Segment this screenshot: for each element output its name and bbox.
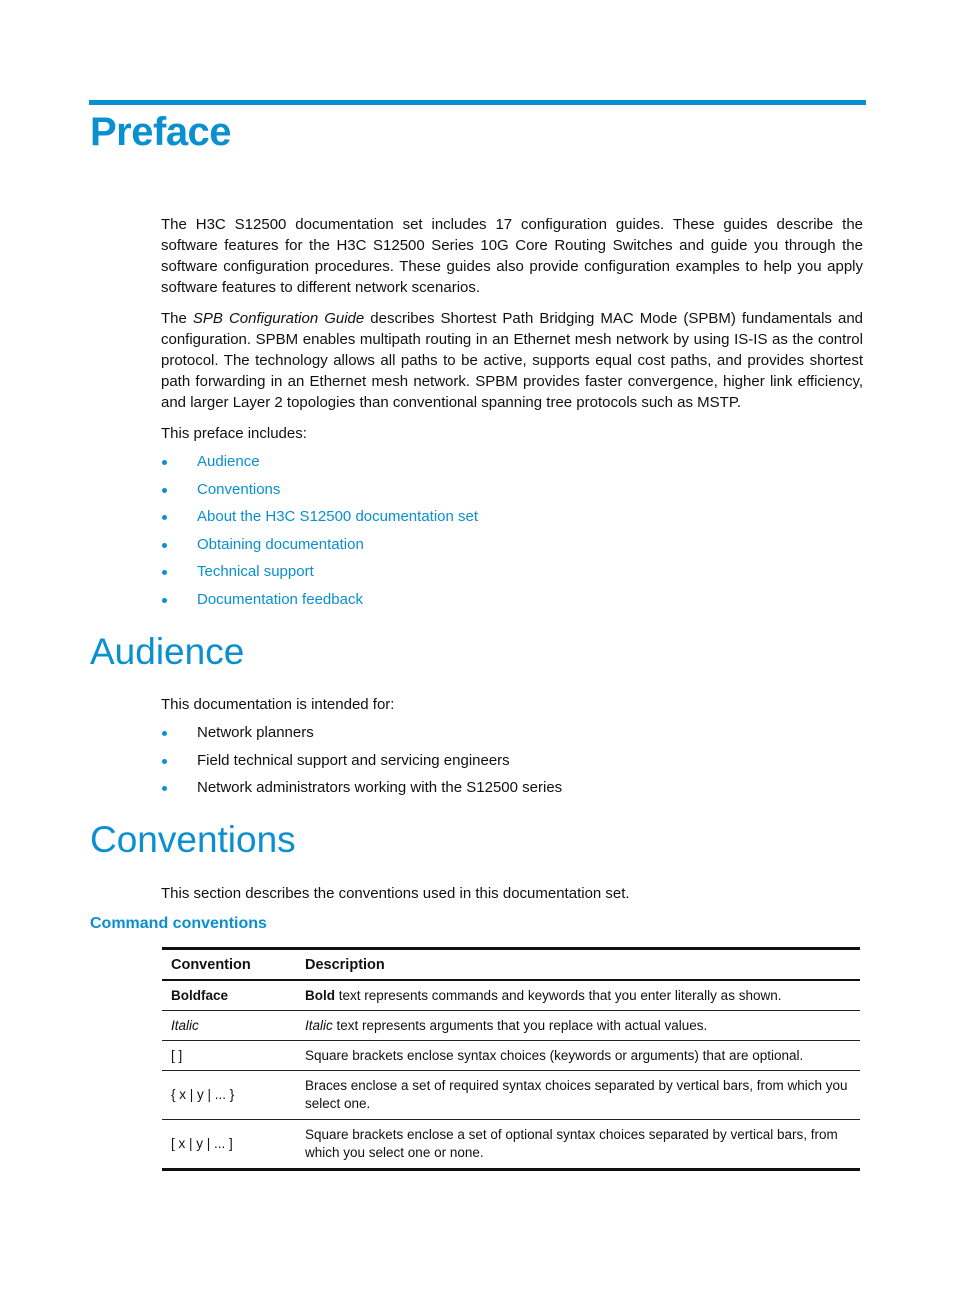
description-cell bbox=[296, 1071, 860, 1120]
intro-paragraph-2 bbox=[161, 308, 863, 413]
list-item-text: Field technical support and servicing engineers bbox=[197, 751, 510, 769]
list-item-text: Network planners bbox=[197, 724, 314, 741]
bullet-icon bbox=[162, 570, 167, 575]
bullet-icon bbox=[162, 460, 167, 465]
table-header-row bbox=[162, 949, 860, 981]
description-cell bbox=[296, 1120, 860, 1170]
description-cell bbox=[296, 1011, 860, 1041]
convention-cell: [ ] bbox=[162, 1041, 296, 1071]
link-text[interactable]: Conventions bbox=[197, 480, 281, 498]
link-obtaining-documentation[interactable] bbox=[161, 534, 478, 562]
link-documentation-feedback[interactable] bbox=[161, 589, 478, 617]
list-item bbox=[161, 722, 562, 750]
description-lead: Italic bbox=[305, 1017, 333, 1033]
audience-list bbox=[161, 722, 562, 805]
command-conventions-table bbox=[162, 947, 860, 1171]
description-cell bbox=[296, 1041, 860, 1071]
convention-cell: [ x | y | ... ] bbox=[162, 1120, 296, 1170]
column-header-description: Description bbox=[296, 949, 860, 981]
page-title: Preface bbox=[90, 110, 232, 154]
preface-links-list bbox=[161, 451, 478, 616]
table-row bbox=[162, 1041, 860, 1071]
description-text: Square brackets enclose a set of optional syntax choices separated by vertical bars, from which you select one or none. bbox=[305, 1127, 838, 1160]
link-text[interactable]: Documentation feedback bbox=[197, 590, 363, 608]
description-text: text represents arguments that you replace with actual values. bbox=[332, 1017, 708, 1033]
convention-cell: Italic bbox=[162, 1011, 296, 1041]
header-rule bbox=[89, 100, 866, 105]
link-audience[interactable] bbox=[161, 451, 478, 479]
bullet-icon bbox=[162, 488, 167, 493]
table-row bbox=[162, 1120, 860, 1170]
link-text[interactable]: Obtaining documentation bbox=[197, 535, 364, 553]
guide-name: SPB Configuration Guide bbox=[192, 310, 365, 327]
bullet-icon bbox=[162, 786, 167, 791]
conventions-intro: This section describes the conventions used in this documentation set. bbox=[161, 885, 630, 902]
table-row bbox=[162, 1011, 860, 1041]
audience-intro: This documentation is intended for: bbox=[161, 696, 395, 713]
bullet-icon bbox=[162, 515, 167, 520]
includes-label: This preface includes: bbox=[161, 425, 307, 442]
table-row bbox=[162, 980, 860, 1011]
column-header-convention: Convention bbox=[162, 949, 296, 981]
section-title-conventions: Conventions bbox=[90, 819, 296, 860]
link-text[interactable]: Technical support bbox=[197, 563, 314, 580]
description-text: Braces enclose a set of required syntax choices separated by vertical bars, from which you select one. bbox=[305, 1078, 848, 1111]
description-text: text represents commands and keywords that you enter literally as shown. bbox=[335, 987, 782, 1003]
table-row bbox=[162, 1071, 860, 1120]
convention-cell: Boldface bbox=[162, 980, 296, 1011]
intro-paragraph-2-rest: describes Shortest Path Bridging MAC Mode (SPBM) fundamentals and configuration. SPBM enables multipath routing in an Ethernet mesh network by using IS-IS as the control protocol. The technology allows all paths to be active, supports equal cost paths, and provides shortest path forwarding in an Ethernet mesh network. SPBM provides faster convergence, higher link efficiency, and larger Layer 2 topologies than conventional spanning tree protocols such as MSTP. bbox=[161, 310, 863, 411]
description-lead: Bold bbox=[305, 987, 335, 1003]
bullet-icon bbox=[162, 598, 167, 603]
link-text[interactable]: Audience bbox=[197, 453, 260, 470]
subsection-title-command-conventions: Command conventions bbox=[90, 915, 267, 932]
list-item bbox=[161, 777, 562, 805]
description-text: Square brackets enclose syntax choices (keywords or arguments) that are optional. bbox=[305, 1047, 804, 1063]
list-item bbox=[161, 750, 562, 778]
section-title-audience: Audience bbox=[90, 631, 245, 672]
list-item-text: Network administrators working with the S12500 series bbox=[197, 779, 563, 796]
intro-paragraph-1: The H3C S12500 documentation set includes 17 configuration guides. These guides describe the software features for the H3C S12500 Series 10G Core Routing Switches and guide you through the software configuration procedures. These guides also provide configuration examples to help you apply software features to different network scenarios. bbox=[161, 216, 863, 296]
convention-cell: { x | y | ... } bbox=[162, 1071, 296, 1120]
link-about-documentation-set[interactable] bbox=[161, 506, 478, 534]
intro-paragraph-2-prefix: The bbox=[161, 310, 193, 327]
link-text[interactable]: About the H3C S12500 documentation set bbox=[197, 508, 479, 525]
bullet-icon bbox=[162, 543, 167, 548]
link-technical-support[interactable] bbox=[161, 561, 478, 589]
link-conventions[interactable] bbox=[161, 479, 478, 507]
bullet-icon bbox=[162, 759, 167, 764]
bullet-icon bbox=[162, 731, 167, 736]
description-cell bbox=[296, 980, 860, 1011]
